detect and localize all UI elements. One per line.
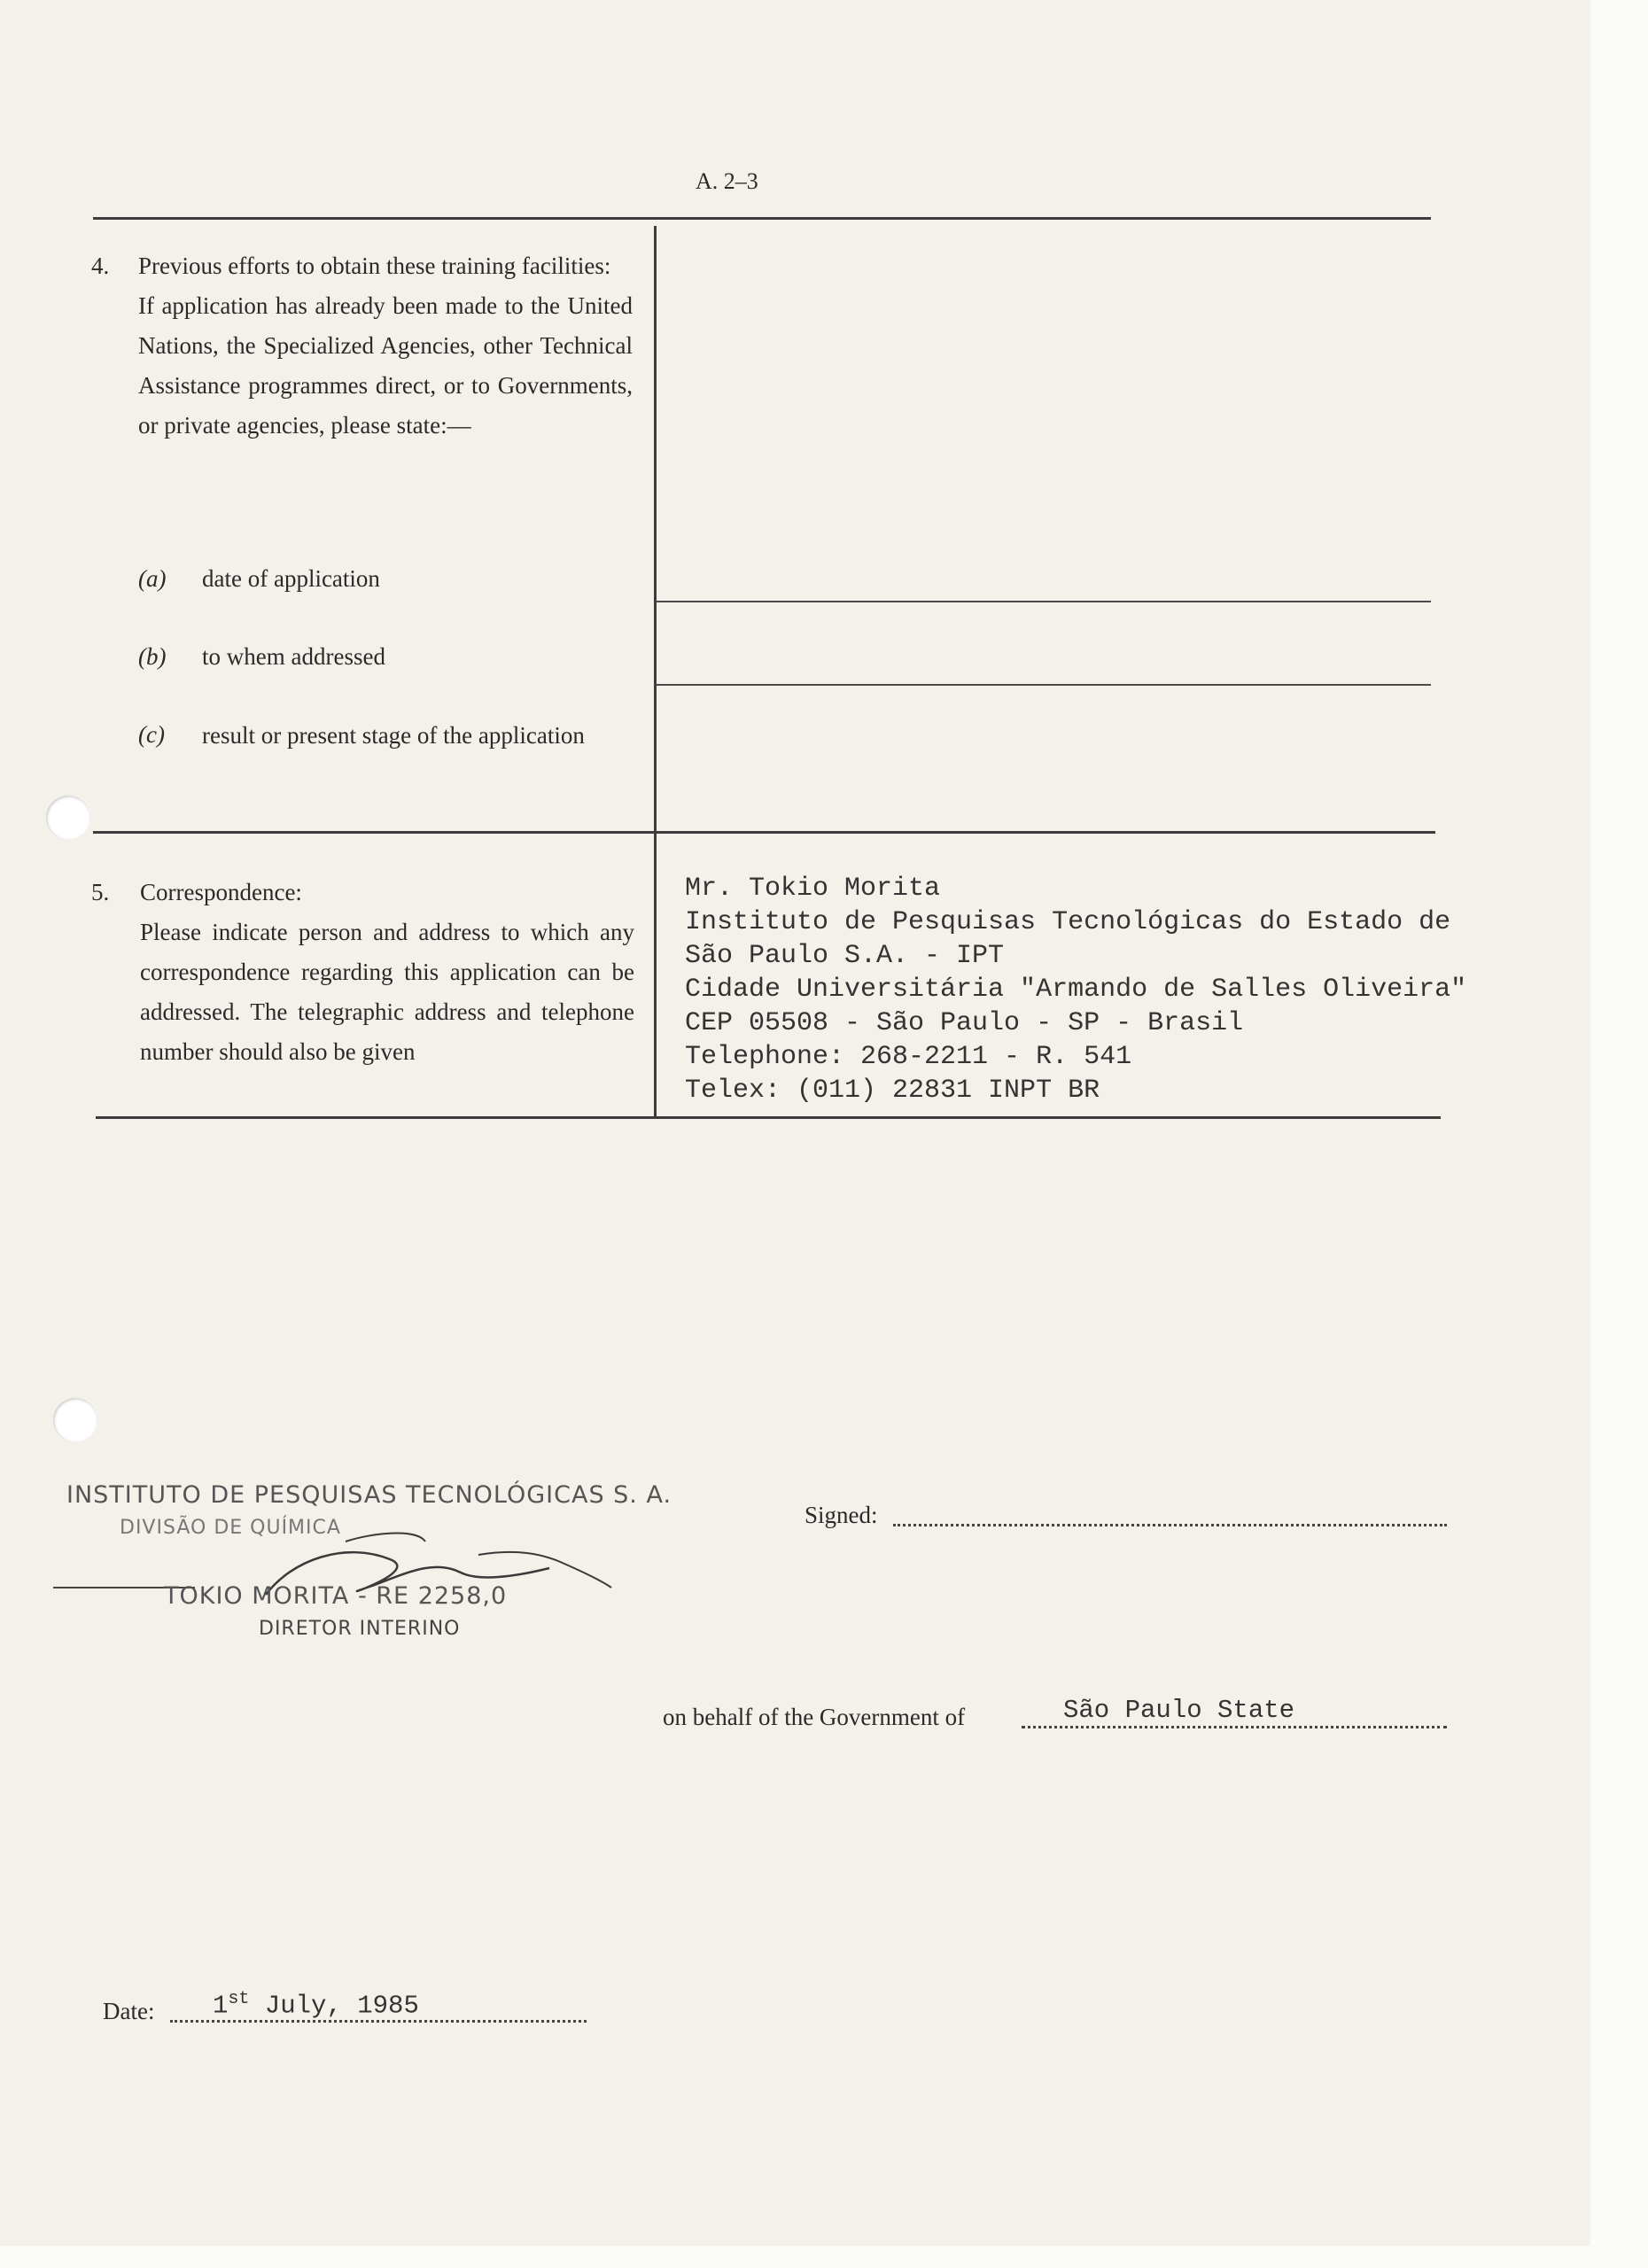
q4-item-a-label: (a) [138,565,167,592]
q4-body: If application has already been made to the United Nations, the Specialized Agencies, other Technical Assistance programmes direct, or to Governments, or private agencies, please state:— [138,292,633,439]
behalf-value: São Paulo State [1063,1696,1295,1725]
page-edge [1590,0,1648,2268]
q4-number: 4. [91,252,110,279]
behalf-line [1022,1726,1447,1728]
q5-body: Please indicate person and address to which any correspondence regarding this application can be addressed. The telegraphic address and telephone number should also be given [140,919,634,1065]
signed-label: Signed: [805,1502,878,1528]
answer-rule-b [656,684,1431,686]
date-suffix: st [228,1989,250,2009]
date-rest: July, 1985 [264,1991,419,2021]
answer-line: Telex: (011) 22831 INPT BR [685,1076,1100,1106]
answer-line: Cidade Universitária "Armando de Salles Oliveira" [685,975,1467,1005]
q5-number: 5. [91,879,110,905]
q4-title: Previous efforts to obtain these training facilities: [138,252,611,279]
table-middle-rule [93,831,1435,834]
stamp-division: DIVISÃO DE QUÍMICA [120,1517,341,1539]
stamp-name: TOKIO MORITA - RE 2258,0 [164,1582,508,1610]
stamp-title: DIRETOR INTERINO [259,1618,461,1640]
punch-hole [53,1398,97,1442]
q5-answer [685,872,1466,1107]
q4-question [138,246,633,446]
punch-hole [46,796,90,840]
date-value [213,1989,419,2021]
q4-item-a [138,565,380,593]
answer-line: São Paulo S.A. - IPT [685,941,1005,971]
date-line [170,2020,587,2023]
answer-line: Instituto de Pesquisas Tecnológicas do Estado de [685,907,1451,937]
signed-line [893,1524,1447,1526]
q4-item-b-text: to whem addressed [202,643,385,670]
date-day: 1 [213,1991,229,2021]
table-top-rule [93,217,1431,220]
q4-item-b-label: (b) [138,643,167,670]
q4-item-a-text: date of application [202,565,380,592]
answer-line: Telephone: 268-2211 - R. 541 [685,1042,1132,1072]
answer-line: CEP 05508 - São Paulo - SP - Brasil [685,1008,1244,1038]
q4-item-c-text: result or present stage of the application [202,722,585,749]
q4-item-c-label: (c) [138,721,165,748]
q4-item-c [138,721,634,755]
page-edge-bottom [0,2246,1648,2268]
q5-question [140,873,634,1072]
q5-title: Correspondence: [140,879,302,905]
stamp-institute: INSTITUTO DE PESQUISAS TECNOLÓGICAS S. A. [66,1481,672,1509]
answer-line: Mr. Tokio Morita [685,874,941,904]
behalf-label: on behalf of the Government of [663,1704,966,1730]
table-bottom-rule [96,1116,1441,1119]
date-label: Date: [103,1998,155,2024]
q4-item-b [138,643,385,671]
page-reference: A. 2–3 [696,168,758,194]
answer-rule-a [656,601,1431,602]
table-column-divider [654,226,657,1116]
